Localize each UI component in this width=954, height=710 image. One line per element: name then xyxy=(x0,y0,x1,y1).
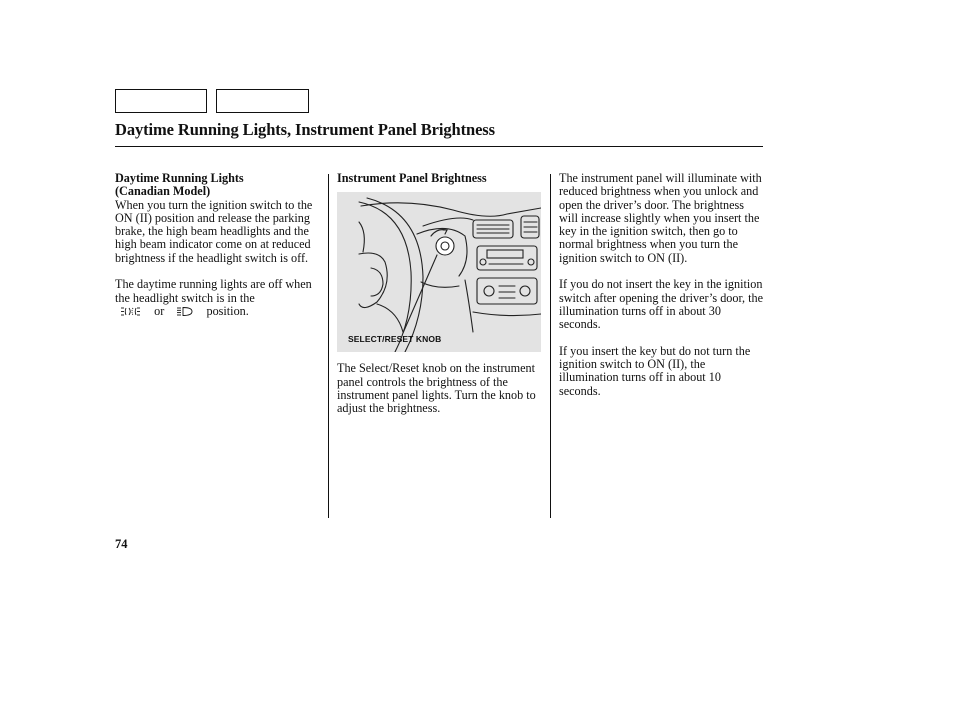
column-divider-1 xyxy=(328,174,329,518)
brightness-paragraph-4: If you insert the key but do not turn the ignition switch to ON (II), the illumination turns off in about 10 seconds. xyxy=(559,343,751,398)
title-divider xyxy=(115,146,763,147)
column-daytime-running-lights xyxy=(115,172,323,332)
drl-position-text: position. xyxy=(206,303,249,318)
heading-drl-line1: Daytime Running Lights xyxy=(115,171,244,185)
headlight-icon xyxy=(176,306,194,317)
brightness-paragraph-3: If you do not insert the key in the ignition switch after opening the driver’s door, the illumination turns off in about 30 seconds. xyxy=(559,277,764,332)
drl-paragraph-2-text: The daytime running lights are off when the headlight switch is in the xyxy=(115,277,312,305)
column-divider-2 xyxy=(550,174,551,518)
column-brightness-details xyxy=(559,172,765,411)
brightness-paragraph-2: The instrument panel will illuminate with reduced brightness when you unlock and open the driver’s door. The brightness will increase slightly when you insert the key in the ignition switch, then go to normal brightness when you turn the ignition switch to ON (II). xyxy=(559,171,762,265)
page-title: Daytime Running Lights, Instrument Panel Brightness xyxy=(115,120,495,139)
main-menu-button[interactable] xyxy=(115,89,207,113)
figure-caption: SELECT/RESET KNOB xyxy=(348,334,442,345)
dashboard-illustration xyxy=(337,192,541,352)
drl-paragraph-1: When you turn the ignition switch to the ON (II) position and release the parking brake, the high beam headlights and the high beam indicator come on at reduced brightness if the headlight switch is off. xyxy=(115,197,313,265)
heading-drl-line2: (Canadian Model) xyxy=(115,184,211,199)
dashboard-drawing xyxy=(337,192,541,352)
drl-paragraph-2 xyxy=(115,278,323,318)
table-of-contents-button[interactable] xyxy=(216,89,309,113)
column-instrument-panel-brightness xyxy=(337,172,543,429)
section-heading-brightness: Instrument Panel Brightness xyxy=(337,171,487,185)
drl-or-text: or xyxy=(154,303,165,318)
brightness-paragraph-1: The Select/Reset knob on the instrument panel controls the brightness of the instrument panel lights. Turn the knob to adjust the brightness. xyxy=(337,361,536,416)
section-heading-drl xyxy=(115,172,323,199)
parking-lights-icon xyxy=(120,306,142,317)
page-number: 74 xyxy=(115,537,128,551)
